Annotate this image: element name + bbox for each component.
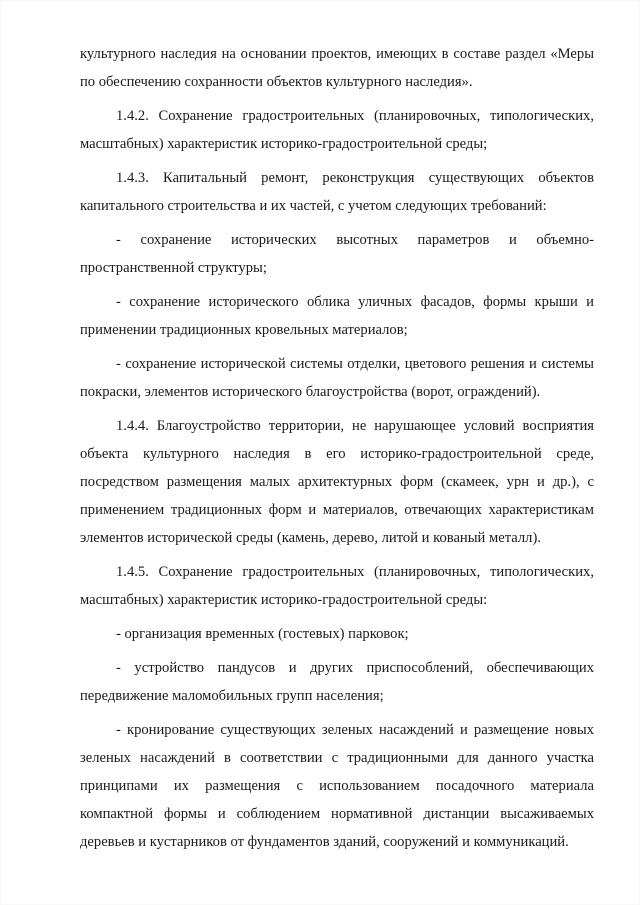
list-item-ramps: - устройство пандусов и других приспособлений, обеспечивающих передвижение маломобильных групп населения; [80, 660, 594, 704]
paragraph-1-4-4: 1.4.4. Благоустройство территории, не нарушающее условий восприятия объекта культурного наследия в его историко-градостроительной среде, посредством размещения малых архитектурных форм (скамеек, урн и др.), с применением традиционных форм и материалов, отвечающих характеристикам элементов исторической среды (камень, дерево, литой и кованый металл). [80, 418, 594, 546]
list-item-finishing: - сохранение исторической системы отделки, цветового решения и системы покраски, элементов исторического благоустройства (ворот, ограждений). [80, 356, 594, 400]
paragraph-1-4-2: 1.4.2. Сохранение градостроительных (планировочных, типологических, масштабных) характеристик историко-градостроительной среды; [80, 108, 594, 152]
paragraph-1-4-3: 1.4.3. Капитальный ремонт, реконструкция существующих объектов капитального строительства и их частей, с учетом следующих требований: [80, 170, 594, 214]
list-item-facades: - сохранение исторического облика уличных фасадов, формы крыши и применении традиционных кровельных материалов; [80, 294, 594, 338]
paragraph-1-4-5: 1.4.5. Сохранение градостроительных (планировочных, типологических, масштабных) характеристик историко-градостроительной среды: [80, 564, 594, 608]
list-item-height-parameters: - сохранение исторических высотных параметров и объемно-пространственной структуры; [80, 232, 594, 276]
list-item-greenery: - кронирование существующих зеленых насаждений и размещение новых зеленых насаждений в соответствии с традиционными для данного участка принципами их размещения с использованием посадочного материала компактной формы и соблюдением нормативной дистанции высаживаемых деревьев и кустарников от фундаментов зданий, сооружений и коммуникаций. [80, 722, 594, 850]
document-page [80, 40, 594, 862]
list-item-parking: - организация временных (гостевых) парковок; [116, 626, 409, 642]
paragraph-continuation: культурного наследия на основании проектов, имеющих в составе раздел «Меры по обеспечению сохранности объектов культурного наследия». [80, 46, 594, 90]
